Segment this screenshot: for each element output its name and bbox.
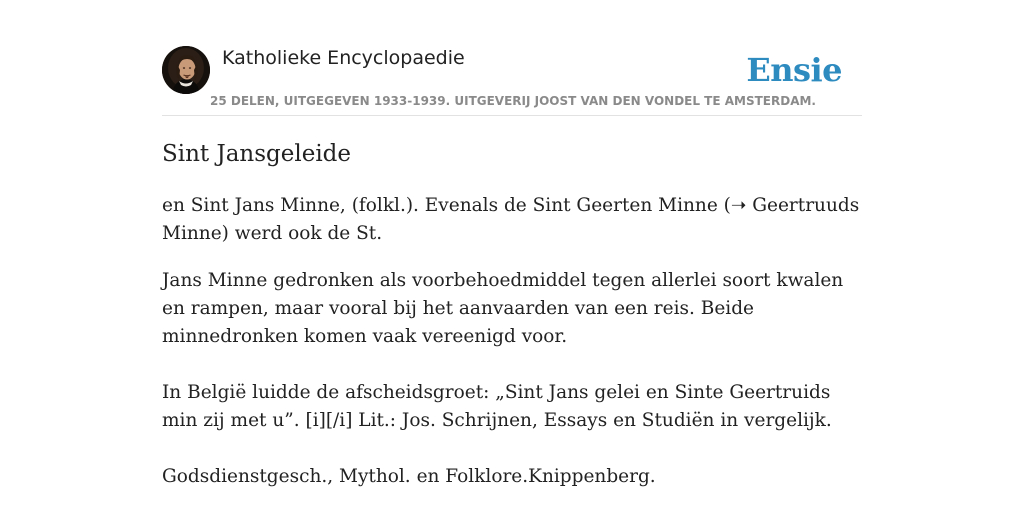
source-avatar[interactable] [162,46,210,94]
paragraph-gap [162,435,862,463]
source-subtitle: 25 DELEN, UITGEGEVEN 1933-1939. UITGEVERIJ JOOST VAN DEN VONDEL TE AMSTERDAM. [210,94,816,108]
paragraph-gap [162,351,862,379]
article-title: Sint Jansgeleide [162,141,352,167]
source-header [162,46,862,116]
article-paragraph: en Sint Jans Minne, (folkl.). Evenals de Sint Geerten Minne (➝ Geertruuds Minne) werd ook de St. [162,195,860,244]
article-paragraph: In België luidde de afscheidsgroet: „Sint Jans gelei en Sinte Geertruids min zij met u”. [i][/i] Lit.: Jos. Schrijnen, Essays en Studiën in vergelijk. [162,382,832,431]
article [162,138,862,491]
article-paragraph: Godsdienstgesch., Mythol. en Folklore.Knippenberg. [162,466,656,487]
article-paragraph: Jans Minne gedronken als voorbehoedmiddel tegen allerlei soort kwalen en rampen, maar vooral bij het aanvaarden van een reis. Beide minnedronken komen vaak vereenigd voor. [162,270,844,347]
portrait-avatar-icon [162,46,210,94]
brand-logo-link[interactable]: Ensie [746,51,842,89]
source-title[interactable]: Katholieke Encyclopaedie [222,47,465,69]
